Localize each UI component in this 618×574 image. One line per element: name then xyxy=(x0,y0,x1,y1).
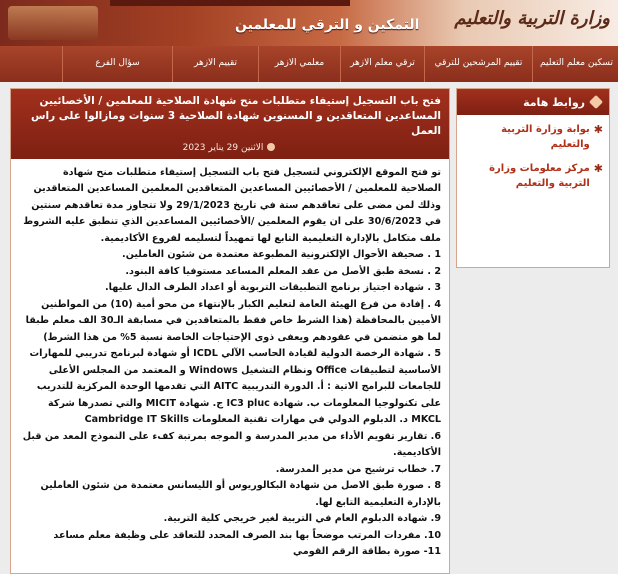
nav-item-teacher-placement[interactable]: تسكين معلم التعليم xyxy=(532,46,618,82)
important-links-panel xyxy=(456,88,610,268)
nav-item-promotion-evaluation[interactable]: تقييم المرشحين للترقي xyxy=(424,46,532,82)
sidebar-links xyxy=(457,115,609,209)
header-banner xyxy=(0,0,618,46)
requirement-item: 5 . شهادة الرخصة الدولية لقيادة الحاسب الآلي ICDL أو شهادة لبرنامج تدريبي للمهارات الأساسية لتطبيقات Office ونظام التشغيل Windows و المعتمد من المجلس الأعلى للجامعات للبرامج الاتية : أ. الدورة التدريبية AITC التي تقدمها الوحدة المركزية للتدريب على تكنولوجيا المعلومات ب. شهادة IC3 pluc ج. شهادة MICIT والتي تصدرها شركة MKCL د. الدبلوم الدولي في مهارات تقنية المعلومات Cambridge IT Skills xyxy=(29,348,441,426)
sidebar-link-label: مركز معلومات وزارة التربية والتعليم xyxy=(489,163,590,189)
star-icon: ✱ xyxy=(593,123,603,136)
requirement-item: 3 . شهادة اجتياز برنامج التطبيقات التربوية أو اعداد الطرف الدال عليها. xyxy=(105,282,441,294)
ministry-logo-text: وزارة التربية والتعليم xyxy=(454,8,610,29)
requirement-item: 11- صورة بطاقة الرقم القومي xyxy=(293,546,441,558)
nav-item-azhar-teachers[interactable]: معلمي الازهر xyxy=(258,46,340,82)
banner-stripe xyxy=(110,0,350,6)
calendar-icon xyxy=(267,143,275,151)
requirement-item: 9. شهادة الدبلوم العام في التربية لغير خريجي كلية التربية. xyxy=(163,513,441,525)
requirement-item: 6. تقارير تقويم الأداء من مدير المدرسة و الموجه بمرتبة كفء على النموذج المعد من قبل الأكاديمية. xyxy=(22,430,441,459)
star-icon: ✱ xyxy=(593,162,603,175)
article-body xyxy=(11,159,449,561)
banner-decoration xyxy=(8,6,98,40)
sidebar-link-info-center[interactable] xyxy=(463,162,603,191)
requirement-item: 1 . صحيفة الأحوال الإلكترونية المطبوعة معتمدة من شئون العاملين. xyxy=(122,249,441,261)
sidebar-link-ministry-portal[interactable] xyxy=(463,123,603,152)
article-panel xyxy=(10,88,450,574)
main-nav xyxy=(0,46,618,82)
nav-item-branch-question[interactable]: سؤال الفرع xyxy=(62,46,172,82)
article-header xyxy=(11,89,449,159)
requirement-item: 7. خطاب ترشيح من مدير المدرسة. xyxy=(275,463,441,475)
requirement-item: 10. مفردات المرتب موضحاً بها بند الصرف المحدد للتعاقد على وظيفة معلم مساعد xyxy=(53,529,441,541)
nav-item-azhar-teacher-promotion[interactable]: ترقي معلم الازهر xyxy=(340,46,424,82)
requirement-item: 8 . صورة طبق الاصل من شهادة البكالوريوس أو الليسانس معتمدة من شئون العاملين بالإدارة التعليمية التابع لها. xyxy=(40,480,441,508)
sidebar-header xyxy=(457,89,609,115)
requirement-item: 2 . نسخة طبق الأصل من عقد المعلم المساعد مستوفيا كافة البنود. xyxy=(125,265,441,277)
article-intro: تو فتح الموقع الإلكتروني لتسجيل فتح باب التسجيل إستيفاء متطلبات منح شهادة الصلاحية للمعلمين / الأخصائيين المساعدين المتعاقدين المعلمين المساعدين المتعاقدين وذلك لمن مضى على تعاقدهم ستة في تاريخ 29/1/2023 ولا تتجاوز مدة تعاقدهم سنتين في 30/6/2023 على ان يقوم المعلمين /الأخصائيين المساعدين الذي تنطبق عليه الشروط ملف متكامل بالإدارة التعليمية التابع لها تمهيداً لتسليمه لفروع الأكاديمية. xyxy=(23,166,441,244)
sidebar-title: روابط هامة xyxy=(523,95,585,109)
article-title[interactable]: فتح باب التسجيل إستيفاء متطلبات منح شهادة الصلاحية للمعلمين / الأخصائيين المساعدين المتعاقدين و المسنوين شهادة الصلاحية 3 سنوات ومازالوا على راس العمل xyxy=(31,95,441,138)
article-date-text: الاثنين 29 يناير 2023 xyxy=(182,142,264,153)
nav-item-azhar-evaluation[interactable]: تقييم الازهر xyxy=(172,46,258,82)
requirement-item: 4 . إفادة من فرع الهيئة العامة لتعليم الكبار بالإنتهاء من محو أمية (10) من المواطنين الأميين بالمحافظة (هذا الشرط خاص فقط بالمتعاقدين في مسابقة الـ30 الف معلم طبقا لما هو متضمن في عقودهم ويعفى ذوى الإحتياجات الخاصة نسبة 5% من هذا الشرط) xyxy=(25,298,441,343)
article-date xyxy=(17,143,441,153)
banner-tagline: التمكين و الترقي للمعلمين xyxy=(235,17,420,33)
sidebar-link-label: بوابة وزارة التربية والتعليم xyxy=(501,124,590,150)
diamond-icon xyxy=(589,95,603,109)
